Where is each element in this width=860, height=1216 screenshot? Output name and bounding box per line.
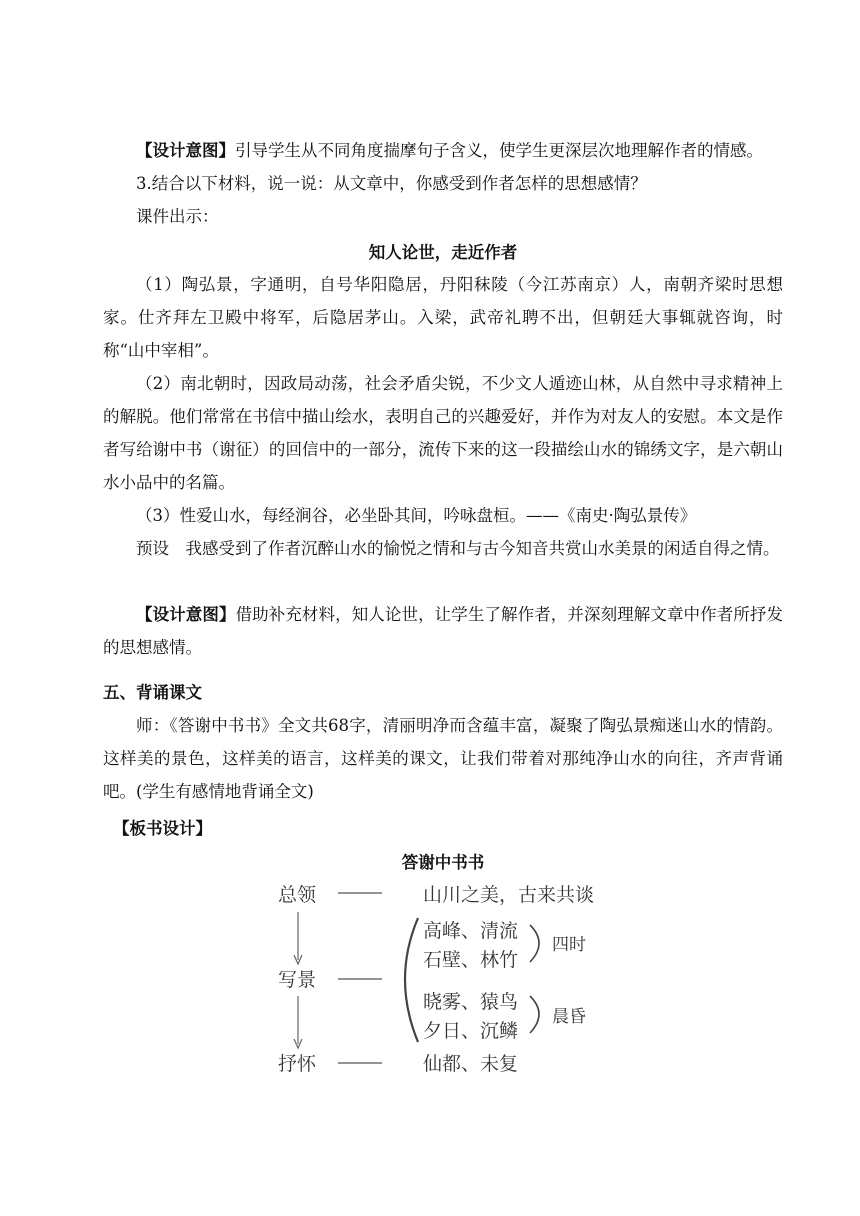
section-5-heading: 五、背诵课文	[103, 683, 202, 702]
design-intent-text: 借助补充材料，知人论世，让学生了解作者，并深刻理解文章中作者所抒发的思想感情。	[103, 605, 784, 657]
chenhun-label: 晨昏	[552, 1007, 586, 1027]
chenhun-line-2: 夕日、沉鳞	[423, 1020, 519, 1042]
scenery-group-bracket	[405, 918, 418, 1042]
design-intent-text: 引导学生从不同角度揣摩句子含义，使学生更深层次地理解作者的情感。	[235, 141, 763, 160]
sishi-line-2: 石壁、林竹	[423, 949, 519, 971]
zongling-content: 山川之美，古来共谈	[423, 884, 595, 906]
sishi-label: 四时	[552, 935, 586, 955]
board-heading: 【板书设计】	[113, 819, 212, 838]
label-shuhuai: 抒怀	[278, 1053, 317, 1075]
sishi-line-1: 高峰、清流	[423, 920, 519, 942]
design-intent-tag: 【设计意图】	[136, 141, 235, 160]
board-title: 答谢中书书	[401, 853, 485, 872]
courseware-label: 课件出示：	[136, 207, 219, 226]
label-zongling: 总领	[278, 884, 317, 906]
question-3: 3.结合以下材料，说一说：从文章中，你感受到作者怎样的思想感情？	[136, 174, 647, 193]
material-item-1: （1）陶弘景，字通明，自号华阳隐居，丹阳秣陵（今江苏南京）人，南朝齐梁时思想家。仕齐拜左卫殿中将军，后隐居茅山。入梁，武帝礼聘不出，但朝廷大事辄就咨询，时称“山中宰相”。	[103, 275, 783, 360]
chenhun-brace	[530, 996, 539, 1033]
shuhuai-content: 仙都、未复	[423, 1053, 519, 1075]
sishi-brace	[530, 925, 539, 962]
section-5-text: 师：《答谢中书书》全文共68字，清丽明净而含蕴丰富，凝聚了陶弘景痴迷山水的情韵。这样美的景色，这样美的语言，这样美的课文，让我们带着对那纯净山水的向往，齐声背诵吧。(学生有感情地背诵全文)	[103, 716, 783, 801]
material-item-2: （2）南北朝时，因政局动荡，社会矛盾尖锐，不少文人遁迹山林，从自然中寻求精神上的解脱。他们常常在书信中描山绘水，表明自己的兴趣爱好，并作为对友人的安慰。本文是作者写给谢中书（谢征）的回信中的一部分，流传下来的这一段描绘山水的锦绣文字，是六朝山水小品中的名篇。	[103, 374, 783, 492]
preset-answer: 预设 我感受到了作者沉醉山水的愉悦之情和与古今知音共赏山水美景的闲适自得之情。	[136, 539, 780, 558]
material-item-3: （3）性爱山水，每经涧谷，必坐卧其间，吟咏盘桓。——《南史·陶弘景传》	[136, 506, 697, 525]
material-title: 知人论世，走近作者	[368, 243, 518, 262]
chenhun-line-1: 晓雾、猿鸟	[423, 991, 519, 1013]
label-xiejing: 写景	[278, 969, 317, 991]
design-intent-tag: 【设计意图】	[136, 605, 236, 624]
